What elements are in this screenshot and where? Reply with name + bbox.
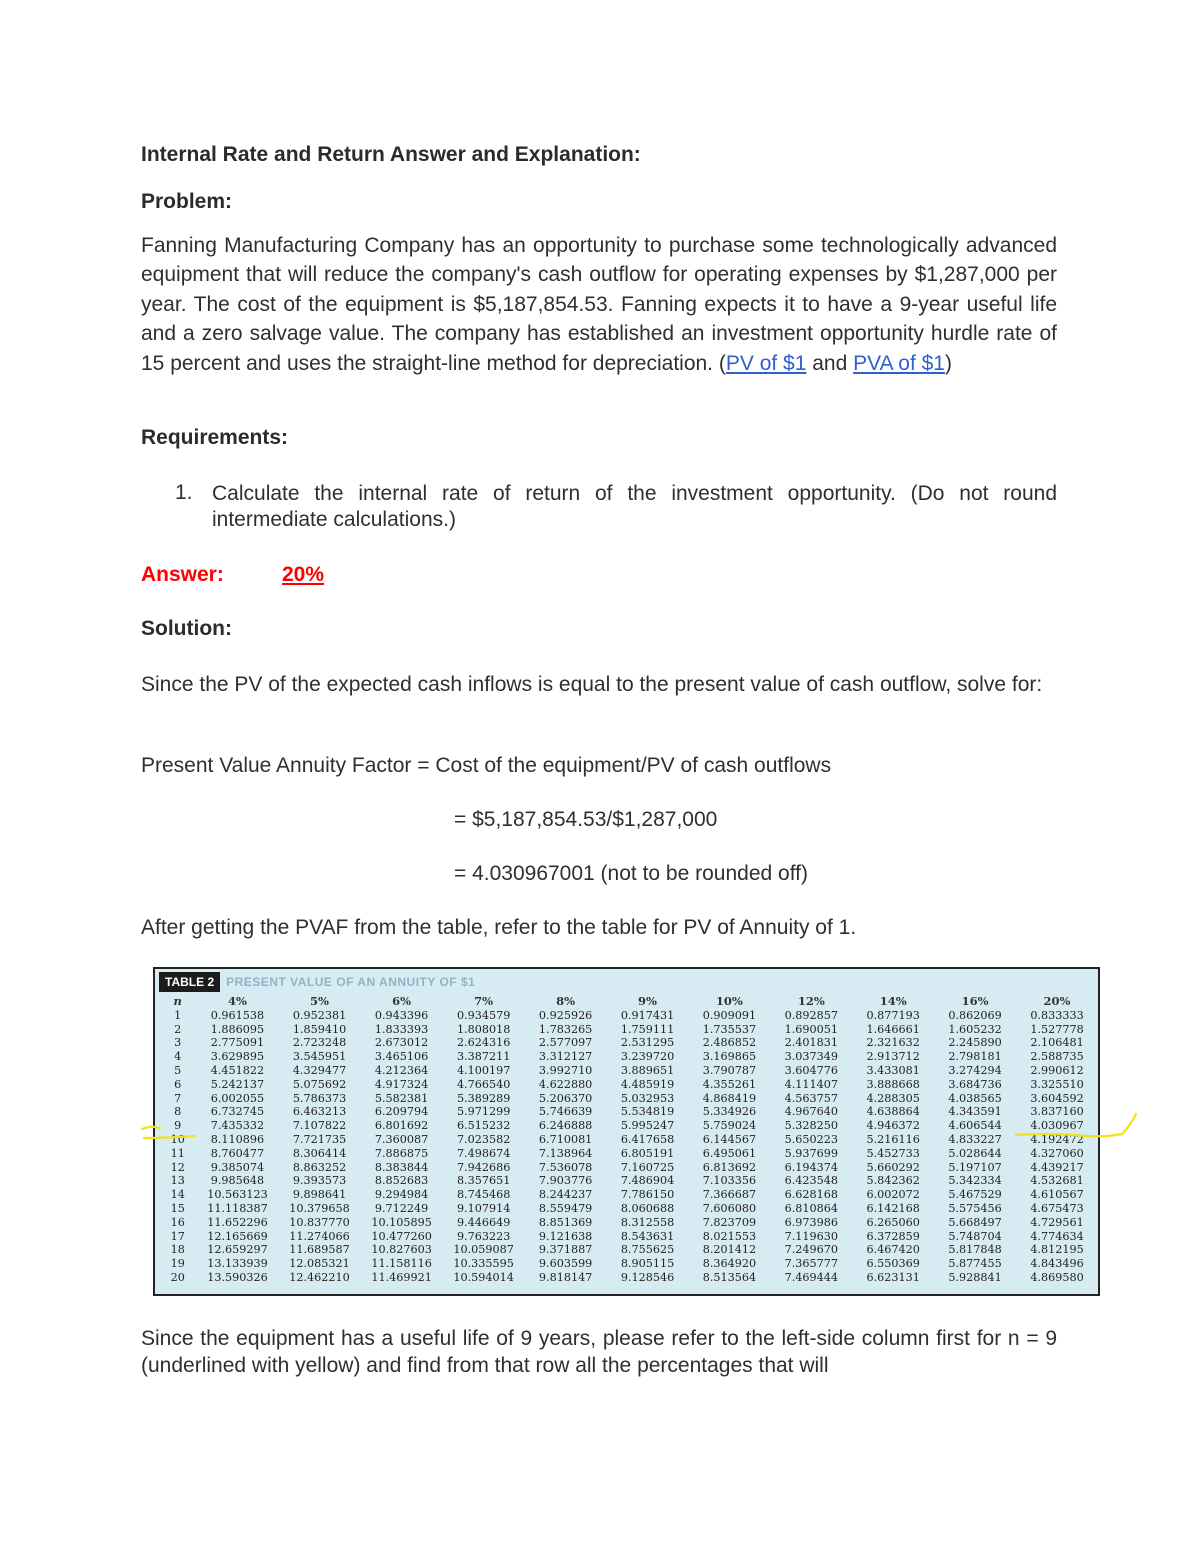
factor-cell: 1.646661: [866, 1022, 920, 1036]
factor-cell: 6.467420: [866, 1243, 920, 1257]
table-row: [159, 1271, 1098, 1285]
factor-cell: 0.877193: [866, 1008, 920, 1022]
header-rate: 4%: [227, 994, 247, 1008]
factor-cell: 5.817848: [948, 1243, 1002, 1257]
factor-cell: 3.465106: [374, 1050, 429, 1064]
factor-cell: 2.531295: [620, 1036, 675, 1050]
header-rate: 12%: [797, 994, 825, 1008]
factor-cell: 6.209794: [374, 1105, 429, 1119]
factor-cell: 4.967640: [784, 1105, 838, 1119]
row-n-cell: 7: [174, 1091, 182, 1105]
factor-cell: 1.527778: [1030, 1022, 1084, 1036]
factor-cell: 4.030967: [1030, 1119, 1084, 1133]
header-n: n: [173, 994, 182, 1008]
row-n-cell: 18: [170, 1243, 185, 1257]
factor-cell: 9.385074: [210, 1160, 265, 1174]
factor-cell: 9.985648: [210, 1174, 265, 1188]
solution-heading: Solution:: [141, 617, 232, 640]
factor-cell: 4.766540: [456, 1077, 511, 1091]
factor-cell: 9.898641: [292, 1188, 347, 1202]
table-title: PRESENT VALUE OF AN ANNUITY OF $1: [226, 975, 476, 989]
factor-cell: 0.934579: [456, 1008, 511, 1022]
factor-cell: 3.837160: [1030, 1105, 1084, 1119]
factor-cell: 1.759111: [620, 1022, 675, 1036]
factor-cell: 4.343591: [948, 1105, 1002, 1119]
factor-cell: 4.532681: [1030, 1174, 1084, 1188]
factor-cell: 9.128546: [620, 1270, 675, 1284]
row-n-cell: 10: [170, 1132, 185, 1146]
factor-cell: 12.165669: [207, 1229, 268, 1243]
table-row: [159, 1036, 1098, 1050]
factor-cell: 7.469444: [784, 1270, 838, 1284]
problem-heading: Problem:: [141, 190, 233, 213]
factor-cell: 13.133939: [207, 1257, 268, 1271]
table-row: [159, 1050, 1098, 1064]
pv-annuity-table: [153, 967, 1100, 1296]
factor-cell: 4.329477: [292, 1063, 347, 1077]
factor-cell: 7.498674: [456, 1146, 511, 1160]
factor-cell: 9.371887: [538, 1243, 593, 1257]
factor-cell: 6.810864: [784, 1201, 838, 1215]
factor-cell: 5.668497: [948, 1215, 1002, 1229]
factor-cell: 8.559479: [538, 1201, 593, 1215]
factor-cell: 5.389289: [456, 1091, 511, 1105]
factor-cell: 3.325510: [1030, 1077, 1084, 1091]
factor-cell: 8.513564: [702, 1270, 757, 1284]
row-n-cell: 11: [170, 1146, 185, 1160]
factor-cell: 9.393573: [292, 1174, 347, 1188]
factor-cell: 12.085321: [289, 1257, 350, 1271]
factor-cell: 7.249670: [784, 1243, 838, 1257]
table-row: [159, 1119, 1098, 1133]
table-row: [159, 1092, 1098, 1106]
factor-cell: 4.439217: [1030, 1160, 1084, 1174]
factor-cell: 8.201412: [702, 1243, 757, 1257]
factor-cell: 5.971299: [456, 1105, 511, 1119]
formula-step-1: = $5,187,854.53/$1,287,000: [454, 808, 718, 831]
requirements-heading: Requirements:: [141, 426, 289, 449]
header-rate: 7%: [474, 994, 494, 1008]
table-row: [159, 1216, 1098, 1230]
factor-cell: 2.106481: [1030, 1036, 1084, 1050]
row-n-cell: 15: [170, 1201, 185, 1215]
factor-cell: 5.467529: [948, 1188, 1002, 1202]
table-row: [159, 1174, 1098, 1188]
factor-cell: 3.889651: [620, 1063, 675, 1077]
table-header-row: [159, 995, 1098, 1009]
factor-cell: 5.748704: [948, 1229, 1002, 1243]
factor-cell: 5.032953: [620, 1091, 675, 1105]
factor-cell: 3.684736: [948, 1077, 1002, 1091]
factor-cell: 7.786150: [620, 1188, 675, 1202]
factor-cell: 3.790787: [702, 1063, 757, 1077]
table-row: [159, 1023, 1098, 1037]
factor-cell: 9.818147: [538, 1270, 593, 1284]
factor-cell: 5.759024: [702, 1119, 757, 1133]
factor-cell: 4.868419: [702, 1091, 757, 1105]
factor-cell: 9.121638: [538, 1229, 593, 1243]
factor-cell: 5.877455: [948, 1257, 1002, 1271]
factor-cell: 0.925926: [538, 1008, 593, 1022]
factor-cell: 0.892857: [784, 1008, 838, 1022]
factor-cell: 7.366687: [702, 1188, 757, 1202]
factor-cell: 4.606544: [948, 1119, 1002, 1133]
factor-cell: 1.833393: [374, 1022, 429, 1036]
table-row: [159, 1105, 1098, 1119]
factor-cell: 0.862069: [948, 1008, 1002, 1022]
factor-cell: 4.355261: [702, 1077, 757, 1091]
factor-cell: 8.383844: [374, 1160, 429, 1174]
factor-cell: 6.813692: [702, 1160, 757, 1174]
factor-cell: 2.401831: [784, 1036, 838, 1050]
factor-cell: 6.732745: [210, 1105, 265, 1119]
factor-cell: 3.629895: [210, 1050, 265, 1064]
row-n-cell: 17: [170, 1229, 185, 1243]
factor-cell: 3.545951: [292, 1050, 347, 1064]
factor-cell: 8.760477: [210, 1146, 265, 1160]
table-row: [159, 1078, 1098, 1092]
factor-cell: 7.903776: [538, 1174, 593, 1188]
factor-cell: 12.462210: [289, 1270, 350, 1284]
factor-cell: 4.946372: [866, 1119, 920, 1133]
factor-cell: 4.288305: [866, 1091, 920, 1105]
factor-cell: 2.486852: [702, 1036, 757, 1050]
factor-cell: 5.534819: [620, 1105, 675, 1119]
factor-cell: 0.952381: [292, 1008, 347, 1022]
factor-cell: 8.863252: [292, 1160, 347, 1174]
factor-cell: 3.888668: [866, 1077, 920, 1091]
factor-cell: 8.312558: [620, 1215, 675, 1229]
factor-cell: 3.274294: [948, 1063, 1002, 1077]
factor-cell: 0.961538: [210, 1008, 265, 1022]
factor-cell: 5.842362: [866, 1174, 920, 1188]
factor-cell: 7.365777: [784, 1257, 838, 1271]
factor-cell: 6.265060: [866, 1215, 920, 1229]
factor-cell: 10.563123: [207, 1188, 268, 1202]
factor-cell: 11.158116: [371, 1257, 432, 1271]
header-rate: 16%: [961, 994, 989, 1008]
row-n-cell: 16: [170, 1215, 185, 1229]
table-row: [159, 1230, 1098, 1244]
factor-cell: 8.060688: [620, 1201, 675, 1215]
pv-of-1-link[interactable]: PV of $1: [725, 351, 807, 375]
factor-cell: 5.937699: [784, 1146, 838, 1160]
factor-cell: 6.973986: [784, 1215, 838, 1229]
table-row: [159, 1257, 1098, 1271]
row-n-cell: 5: [174, 1063, 182, 1077]
row-n-cell: 1: [174, 1008, 182, 1022]
factor-cell: 4.111407: [784, 1077, 838, 1091]
factor-cell: 4.563757: [784, 1091, 838, 1105]
factor-cell: 4.638864: [866, 1105, 920, 1119]
pva-of-1-link[interactable]: PVA of $1: [853, 351, 945, 375]
factor-cell: 6.463213: [292, 1105, 347, 1119]
factor-cell: 0.917431: [620, 1008, 675, 1022]
factor-cell: 1.735537: [702, 1022, 757, 1036]
table-row: [159, 1064, 1098, 1078]
table-badge: TABLE 2: [159, 972, 220, 992]
after-text: After getting the PVAF from the table, refer to the table for PV of Annuity of 1.: [141, 916, 857, 939]
requirement-text: Calculate the internal rate of return of the investment opportunity. (Do not round intermediate calculations.): [212, 482, 1057, 531]
factor-cell: 6.495061: [702, 1146, 757, 1160]
factor-cell: 7.103356: [702, 1174, 757, 1188]
factor-cell: 5.075692: [292, 1077, 347, 1091]
row-n-cell: 4: [174, 1050, 182, 1064]
factor-cell: 7.435332: [210, 1119, 265, 1133]
factor-cell: 9.712249: [374, 1201, 429, 1215]
factor-cell: 6.144567: [702, 1132, 757, 1146]
factor-cell: 7.536078: [538, 1160, 593, 1174]
factor-cell: 8.244237: [538, 1188, 593, 1202]
row-n-cell: 20: [170, 1270, 185, 1284]
factor-cell: 4.833227: [948, 1132, 1002, 1146]
factor-cell: 5.452733: [866, 1146, 920, 1160]
factor-cell: 7.606080: [702, 1201, 757, 1215]
factor-cell: 5.786373: [292, 1091, 347, 1105]
annuity-table: [159, 995, 1098, 1285]
table-row: [159, 1009, 1098, 1023]
factor-cell: 9.763223: [456, 1229, 511, 1243]
factor-cell: 7.823709: [702, 1215, 757, 1229]
factor-cell: 4.038565: [948, 1091, 1002, 1105]
factor-cell: 6.515232: [456, 1119, 511, 1133]
factor-cell: 3.992710: [538, 1063, 593, 1077]
yellow-mark-left-icon: [138, 1120, 198, 1150]
table-row: [159, 1202, 1098, 1216]
factor-cell: 2.798181: [948, 1050, 1002, 1064]
factor-cell: 6.417658: [620, 1132, 675, 1146]
factor-cell: 6.710081: [538, 1132, 593, 1146]
factor-cell: 0.833333: [1030, 1008, 1084, 1022]
row-n-cell: 12: [170, 1160, 185, 1174]
factor-cell: 0.909091: [702, 1008, 757, 1022]
row-n-cell: 19: [170, 1257, 185, 1271]
factor-cell: 2.624316: [456, 1036, 511, 1050]
factor-cell: 10.335595: [453, 1257, 514, 1271]
factor-cell: 4.869580: [1030, 1270, 1084, 1284]
factor-cell: 4.622880: [538, 1077, 593, 1091]
factor-cell: 1.808018: [456, 1022, 511, 1036]
factor-cell: 3.037349: [784, 1050, 838, 1064]
factor-cell: 2.913712: [866, 1050, 920, 1064]
factor-cell: 13.590326: [207, 1270, 268, 1284]
factor-cell: 11.274066: [289, 1229, 350, 1243]
factor-cell: 5.928841: [948, 1270, 1002, 1284]
factor-cell: 3.604776: [784, 1063, 838, 1077]
formula-step-2: = 4.030967001 (not to be rounded off): [454, 862, 808, 885]
factor-cell: 10.379658: [289, 1201, 350, 1215]
factor-cell: 12.659297: [207, 1243, 268, 1257]
row-n-cell: 2: [174, 1022, 182, 1036]
problem-text: Fanning Manufacturing Company has an opportunity to purchase some technologically advanced equipment that will reduce the company's cash outflow for operating expenses by $1,287,000 per year. The cost of the equipment is $5,187,854.53. Fanning expects it to have a 9-year useful life and a zero salvage value. The company has established an investment opportunity hurdle rate of 15 percent and uses the straight-line method for depreciation. (PV of $1 and PVA of $1): [141, 234, 1057, 375]
factor-cell: 4.192472: [1030, 1132, 1084, 1146]
factor-cell: 2.321632: [866, 1036, 920, 1050]
row-n-cell: 6: [174, 1077, 182, 1091]
factor-cell: 5.995247: [620, 1119, 675, 1133]
table-header: [155, 969, 1098, 995]
document-title: Internal Rate and Return Answer and Explanation:: [141, 143, 641, 166]
factor-cell: 5.242137: [210, 1077, 265, 1091]
factor-cell: 6.246888: [538, 1119, 593, 1133]
factor-cell: 5.746639: [538, 1105, 593, 1119]
factor-cell: 1.859410: [292, 1022, 347, 1036]
answer-label: Answer:: [141, 563, 224, 586]
factor-cell: 10.827603: [371, 1243, 432, 1257]
factor-cell: 5.328250: [784, 1119, 838, 1133]
factor-cell: 3.387211: [456, 1050, 511, 1064]
factor-cell: 1.690051: [784, 1022, 838, 1036]
factor-cell: 10.477260: [371, 1229, 432, 1243]
row-n-cell: 8: [174, 1105, 182, 1119]
formula-line: Present Value Annuity Factor = Cost of the equipment/PV of cash outflows: [141, 754, 832, 777]
row-n-cell: 13: [170, 1174, 185, 1188]
factor-cell: 8.306414: [292, 1146, 347, 1160]
answer-line: [141, 563, 441, 593]
factor-cell: 8.364920: [702, 1257, 757, 1271]
factor-cell: 8.851369: [538, 1215, 593, 1229]
factor-cell: 6.002072: [866, 1188, 920, 1202]
factor-cell: 9.446649: [456, 1215, 511, 1229]
answer-value: 20%: [282, 563, 325, 586]
factor-cell: 6.423548: [784, 1174, 838, 1188]
factor-cell: 4.774634: [1030, 1229, 1084, 1243]
factor-cell: 7.160725: [620, 1160, 675, 1174]
factor-cell: 6.002055: [210, 1091, 265, 1105]
header-rate: 10%: [715, 994, 743, 1008]
factor-cell: 3.169865: [702, 1050, 757, 1064]
factor-cell: 2.577097: [538, 1036, 593, 1050]
factor-cell: 11.469921: [371, 1270, 432, 1284]
factor-cell: 6.805191: [620, 1146, 675, 1160]
header-rate: 6%: [392, 994, 412, 1008]
factor-cell: 5.197107: [948, 1160, 1002, 1174]
factor-cell: 0.943396: [374, 1008, 429, 1022]
factor-cell: 11.689587: [289, 1243, 350, 1257]
factor-cell: 1.783265: [538, 1022, 593, 1036]
factor-cell: 2.588735: [1030, 1050, 1084, 1064]
factor-cell: 1.605232: [948, 1022, 1002, 1036]
table-row: [159, 1188, 1098, 1202]
factor-cell: 4.812195: [1030, 1243, 1084, 1257]
table-row: [159, 1133, 1098, 1147]
factor-cell: 4.675473: [1030, 1201, 1084, 1215]
factor-cell: 4.451822: [210, 1063, 265, 1077]
factor-cell: 5.342334: [948, 1174, 1002, 1188]
factor-cell: 6.550369: [866, 1257, 920, 1271]
factor-cell: 4.100197: [456, 1063, 511, 1077]
factor-cell: 9.603599: [538, 1257, 593, 1271]
factor-cell: 7.119630: [784, 1229, 838, 1243]
factor-cell: 7.886875: [374, 1146, 429, 1160]
factor-cell: 9.294984: [374, 1188, 429, 1202]
factor-cell: 10.105895: [371, 1215, 432, 1229]
factor-cell: 11.118387: [207, 1201, 268, 1215]
factor-cell: 9.107914: [456, 1201, 511, 1215]
row-n-cell: 9: [174, 1119, 182, 1133]
factor-cell: 3.239720: [620, 1050, 675, 1064]
factor-cell: 4.917324: [374, 1077, 429, 1091]
table-body: [159, 1009, 1098, 1285]
factor-cell: 4.327060: [1030, 1146, 1084, 1160]
bottom-text: Since the equipment has a useful life of 9 years, please refer to the left-side column first for n = 9 (underlined with yellow) and find from that row all the percentages that will: [141, 1327, 1057, 1377]
factor-cell: 5.575456: [948, 1201, 1002, 1215]
factor-cell: 10.837770: [289, 1215, 350, 1229]
factor-cell: 7.107822: [292, 1119, 347, 1133]
factor-cell: 1.886095: [210, 1022, 265, 1036]
factor-cell: 4.843496: [1030, 1257, 1084, 1271]
factor-cell: 6.623131: [866, 1270, 920, 1284]
factor-cell: 3.433081: [866, 1063, 920, 1077]
factor-cell: 2.775091: [210, 1036, 265, 1050]
factor-cell: 8.852683: [374, 1174, 429, 1188]
factor-cell: 7.360087: [374, 1132, 429, 1146]
factor-cell: 8.905115: [620, 1257, 675, 1271]
factor-cell: 4.212364: [374, 1063, 429, 1077]
factor-cell: 7.721735: [292, 1132, 347, 1146]
factor-cell: 5.206370: [538, 1091, 593, 1105]
row-n-cell: 14: [170, 1188, 185, 1202]
factor-cell: 5.216116: [866, 1132, 920, 1146]
header-rate: 9%: [638, 994, 657, 1008]
factor-cell: 10.059087: [453, 1243, 514, 1257]
factor-cell: 6.372859: [866, 1229, 920, 1243]
factor-cell: 11.652296: [207, 1215, 268, 1229]
factor-cell: 10.594014: [453, 1270, 514, 1284]
factor-cell: 2.245890: [948, 1036, 1002, 1050]
factor-cell: 4.610567: [1030, 1188, 1084, 1202]
factor-cell: 8.021553: [702, 1229, 757, 1243]
factor-cell: 6.801692: [374, 1119, 429, 1133]
factor-cell: 8.543631: [620, 1229, 675, 1243]
factor-cell: 5.660292: [866, 1160, 920, 1174]
header-rate: 5%: [310, 994, 329, 1008]
factor-cell: 3.604592: [1030, 1091, 1084, 1105]
factor-cell: 6.194374: [784, 1160, 838, 1174]
factor-cell: 2.990612: [1030, 1063, 1084, 1077]
factor-cell: 6.628168: [784, 1188, 838, 1202]
factor-cell: 5.028644: [948, 1146, 1002, 1160]
factor-cell: 8.357651: [456, 1174, 511, 1188]
factor-cell: 2.723248: [292, 1036, 347, 1050]
factor-cell: 7.023582: [456, 1132, 511, 1146]
table-row: [159, 1243, 1098, 1257]
row-n-cell: 3: [174, 1036, 182, 1050]
factor-cell: 8.745468: [456, 1188, 511, 1202]
factor-cell: 7.486904: [620, 1174, 675, 1188]
solution-text: Since the PV of the expected cash inflows is equal to the present value of cash outflow, solve for:: [141, 673, 1043, 696]
factor-cell: 5.582381: [374, 1091, 429, 1105]
factor-cell: 8.755625: [620, 1243, 675, 1257]
header-rate: 14%: [879, 994, 907, 1008]
factor-cell: 5.650223: [784, 1132, 838, 1146]
factor-cell: 8.110896: [210, 1132, 265, 1146]
table-row: [159, 1161, 1098, 1175]
requirement-number: 1.: [175, 481, 193, 504]
header-rate: 20%: [1043, 994, 1071, 1008]
factor-cell: 3.312127: [538, 1050, 593, 1064]
yellow-mark-right-icon: [1012, 1108, 1142, 1144]
factor-cell: 5.334926: [702, 1105, 757, 1119]
header-rate: 8%: [556, 994, 576, 1008]
factor-cell: 4.485919: [620, 1077, 675, 1091]
factor-cell: 7.942686: [456, 1160, 511, 1174]
factor-cell: 7.138964: [538, 1146, 593, 1160]
factor-cell: 6.142168: [866, 1201, 920, 1215]
table-row: [159, 1147, 1098, 1161]
factor-cell: 2.673012: [374, 1036, 429, 1050]
factor-cell: 4.729561: [1030, 1215, 1084, 1229]
